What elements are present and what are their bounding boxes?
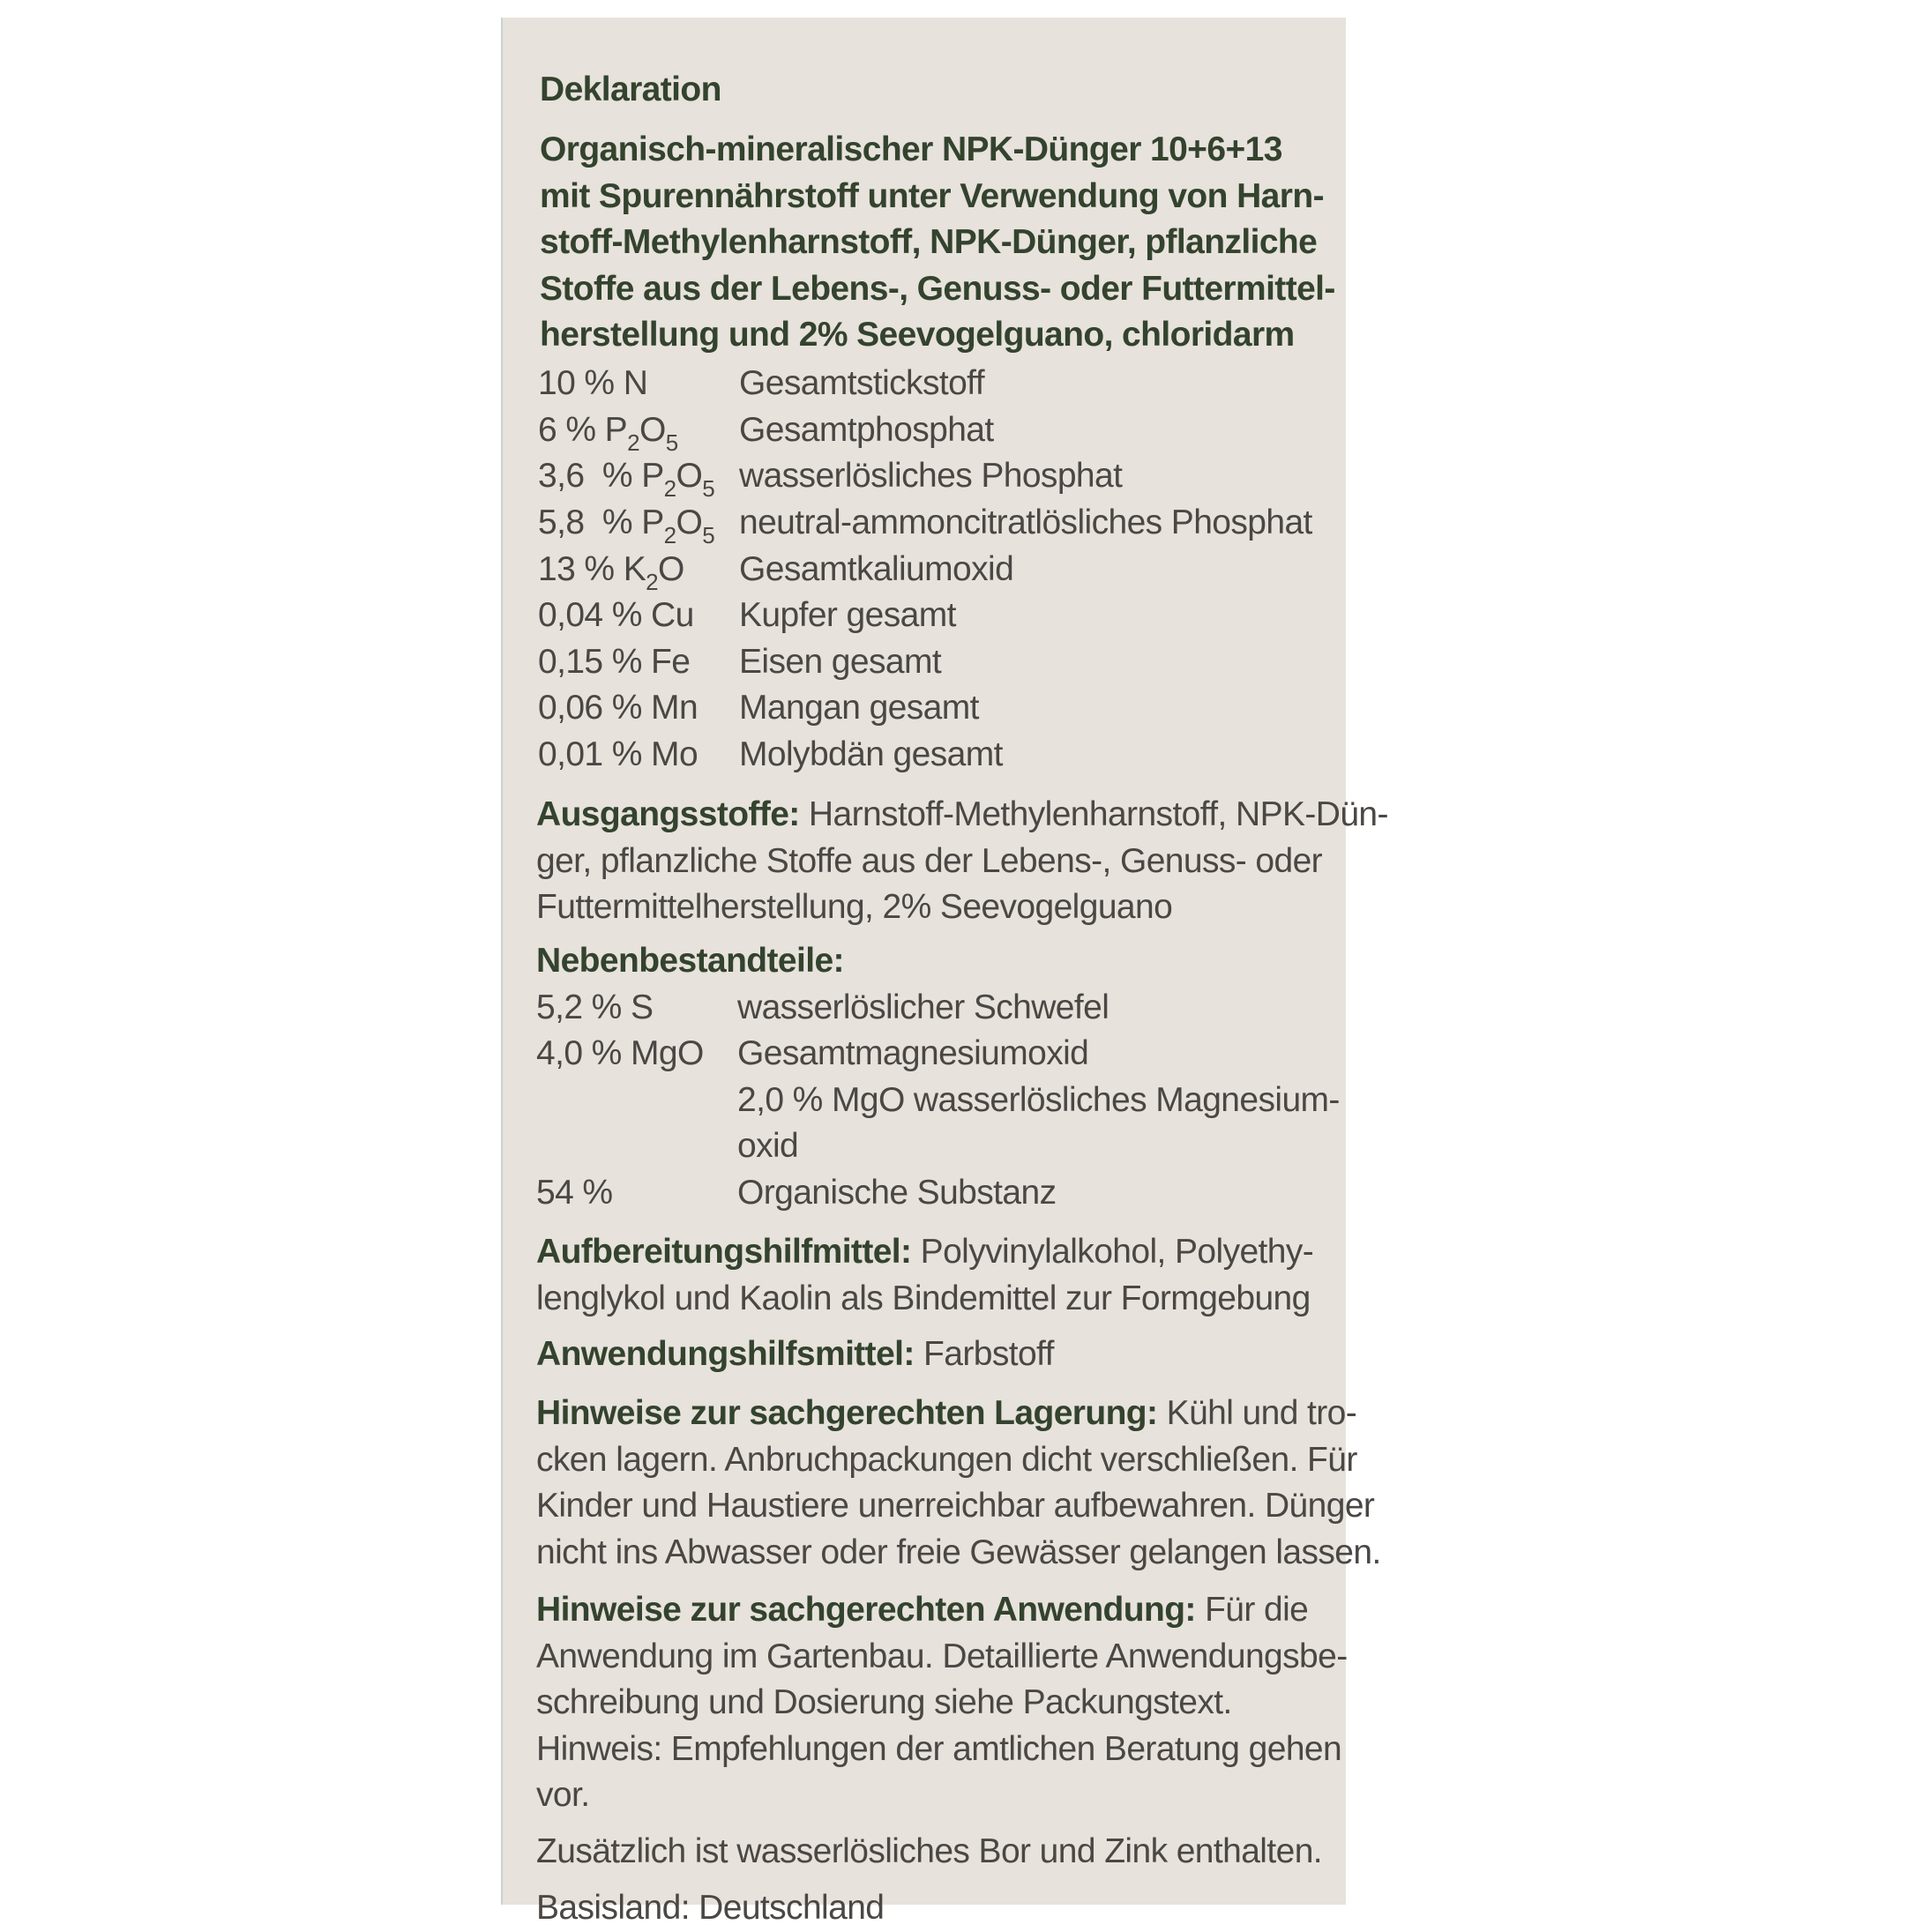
country-of-origin: Basisland: Deutschland <box>536 1889 885 1927</box>
nutrient-description: Kupfer gesamt <box>739 596 956 634</box>
product-line: herstellung und 2% Seevogelguano, chloridarm <box>540 316 1295 354</box>
nutrient-amount: 0,15 % Fe <box>538 643 691 681</box>
nutrient-amount: 6 % $P_2O_5$ <box>538 411 678 456</box>
component-description: wasserlöslicher Schwefel <box>737 988 1109 1026</box>
secondary-components-label: Nebenbestandteile: <box>536 942 844 980</box>
processing-aids: Aufbereitungshilfmittel: Polyvinylalkohol, Polyethy- lenglykol und Kaolin als Bindemittel zur Formgebung <box>536 1233 1314 1317</box>
nutrient-description: Molybdän gesamt <box>739 735 1003 773</box>
component-description: Organische Substanz <box>737 1174 1057 1212</box>
storage-notes-label: Hinweise zur sachgerechten Lagerung: <box>536 1394 1158 1432</box>
nutrient-amount: 10 % N <box>538 364 648 402</box>
nutrient-description: Gesamtphosphat <box>739 411 994 449</box>
application-aids: Anwendungshilfsmittel: Farbstoff <box>536 1335 1054 1373</box>
application-aids-label: Anwendungshilfsmittel: <box>536 1335 915 1373</box>
nutrient-amount: 0,04 % Cu <box>538 596 694 634</box>
source-materials-label: Ausgangsstoffe: <box>536 795 800 833</box>
nutrient-amount: 5,8 % $P_2O_5$ <box>538 504 715 548</box>
product-line: mit Spurennährstoff unter Verwendung von Harn- <box>540 176 1324 215</box>
nutrient-description: neutral-ammoncitratlösliches Phosphat <box>739 504 1312 541</box>
product-line: Stoffe aus der Lebens-, Genuss- oder Futtermittel- <box>540 269 1335 308</box>
product-label-panel <box>501 18 1388 1927</box>
declaration-heading: Deklaration <box>540 71 721 108</box>
product-line: stoff-Methylenharnstoff, NPK-Dünger, pflanzliche <box>540 223 1318 262</box>
component-description: Gesamtmagnesiumoxid <box>737 1034 1089 1072</box>
nutrient-amount: 0,01 % Mo <box>538 735 698 773</box>
nutrient-amount: 0,06 % Mn <box>538 689 698 727</box>
usage-notes-label: Hinweise zur sachgerechten Anwendung: <box>536 1591 1196 1629</box>
component-description: 2,0 % MgO wasserlösliches Magnesium- <box>737 1081 1340 1119</box>
component-amount: 4,0 % MgO <box>536 1034 704 1072</box>
nutrient-description: Gesamtstickstoff <box>739 364 984 402</box>
product-line: Organisch-mineralischer NPK-Dünger 10+6+13 <box>540 131 1282 168</box>
component-description: oxid <box>737 1127 799 1165</box>
additional-note: Zusätzlich ist wasserlösliches Bor und Zink enthalten. <box>536 1832 1323 1870</box>
processing-aids-label: Aufbereitungshilfmittel: <box>536 1233 912 1271</box>
storage-notes: Hinweise zur sachgerechten Lagerung: Kühl und tro- cken lagern. Anbruchpackungen dicht verschließen. Für Kinder und Haustiere unerreichbar aufbewahren. Dünger nicht ins Abwasser oder freie Gewässer gelangen lassen. <box>536 1394 1381 1571</box>
nutrient-amount: 13 % $K_2O$ <box>538 550 684 595</box>
source-materials: Ausgangsstoffe: Harnstoff-Methylenharnstoff, NPK-Dün- ger, pflanzliche Stoffe aus der Lebens-, Genuss- oder Futtermittelherstellung, 2% Seevogelguano <box>536 795 1388 927</box>
nutrient-description: Eisen gesamt <box>739 643 942 681</box>
usage-notes: Hinweise zur sachgerechten Anwendung: Für die Anwendung im Gartenbau. Detaillierte Anwendungsbe- schreibung und Dosierung siehe Packungstext. Hinweis: Empfehlungen der amtlichen Beratung gehen vor. <box>536 1591 1348 1815</box>
nutrient-amount: 3,6 % $P_2O_5$ <box>538 457 715 502</box>
nutrient-description: Mangan gesamt <box>739 689 979 727</box>
product-description <box>540 127 1335 359</box>
nutrient-description: wasserlösliches Phosphat <box>739 457 1123 495</box>
component-amount: 54 % <box>536 1174 613 1212</box>
label-text <box>501 18 1388 1927</box>
component-amount: 5,2 % S <box>536 988 654 1026</box>
nutrient-description: Gesamtkaliumoxid <box>739 550 1014 588</box>
